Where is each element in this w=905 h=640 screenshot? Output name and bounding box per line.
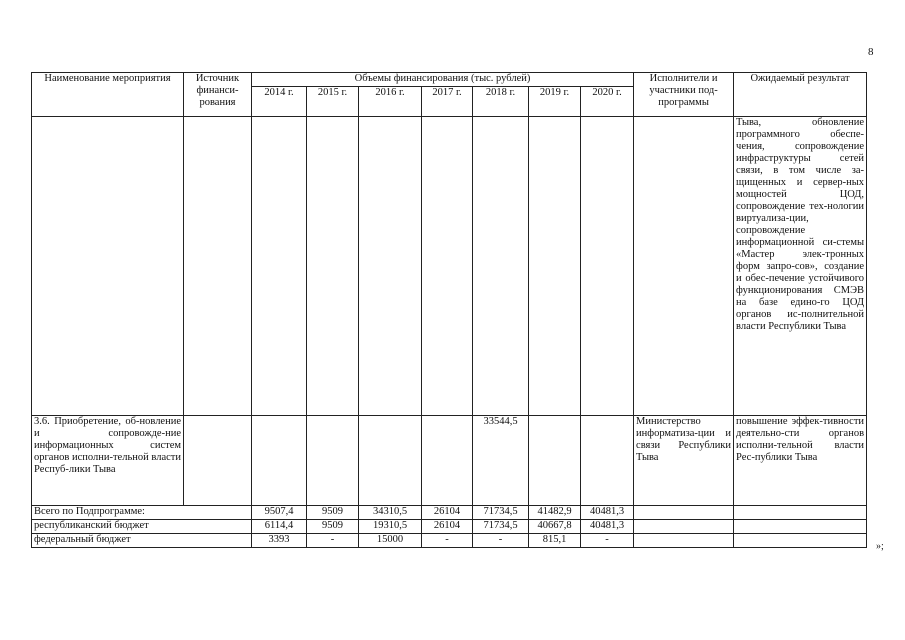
cell-empty	[734, 534, 867, 548]
table-row-total	[32, 506, 867, 520]
cell-value: 19310,5	[359, 520, 422, 534]
cell-value: 34310,5	[359, 506, 422, 520]
cell-summary-label: федеральный бюджет	[32, 534, 252, 548]
closing-quote-mark: »;	[876, 541, 884, 552]
table-row-federal-budget	[32, 534, 867, 548]
cell-value: 40667,8	[529, 520, 581, 534]
cell-value: -	[581, 534, 634, 548]
cell-empty	[734, 506, 867, 520]
table-row-continuation	[32, 117, 867, 416]
cell-value: 40481,3	[581, 506, 634, 520]
cell-empty	[634, 520, 734, 534]
cell-empty	[529, 117, 581, 416]
cell-value: 26104	[422, 506, 473, 520]
cell-value: 9509	[307, 506, 359, 520]
cell-value	[359, 416, 422, 506]
cell-value	[581, 416, 634, 506]
cell-value: 71734,5	[473, 506, 529, 520]
cell-expected-result: повышение эффек-тивности деятельно-сти органов исполни-тельной власти Рес-публики Тыва	[734, 416, 867, 506]
financing-table	[31, 72, 867, 548]
table-row-activity-3-6	[32, 416, 867, 506]
cell-value: 6114,4	[252, 520, 307, 534]
cell-value: -	[307, 534, 359, 548]
cell-value: 26104	[422, 520, 473, 534]
header-year: 2015 г.	[307, 87, 359, 117]
header-funding-source: Источник финанси-рования	[184, 73, 252, 117]
header-expected-result: Ожидаемый результат	[734, 73, 867, 117]
header-financing-volumes: Объемы финансирования (тыс. рублей)	[252, 73, 634, 87]
cell-summary-label: Всего по Подпрограмме:	[32, 506, 252, 520]
cell-empty	[307, 117, 359, 416]
cell-empty	[359, 117, 422, 416]
cell-value: 3393	[252, 534, 307, 548]
cell-value	[252, 416, 307, 506]
cell-empty	[634, 506, 734, 520]
header-year: 2014 г.	[252, 87, 307, 117]
table-row-republican-budget	[32, 520, 867, 534]
cell-empty	[422, 117, 473, 416]
header-year: 2017 г.	[422, 87, 473, 117]
cell-value: -	[422, 534, 473, 548]
cell-empty	[634, 534, 734, 548]
cell-value: 33544,5	[473, 416, 529, 506]
cell-executors: Министерство информатиза-ции и связи Республики Тыва	[634, 416, 734, 506]
cell-empty	[634, 117, 734, 416]
cell-value: 71734,5	[473, 520, 529, 534]
cell-funding-source	[184, 416, 252, 506]
cell-activity-name: 3.6. Приобретение, об-новление и сопровожде-ние информационных систем органов исполни-тельной власти Респуб-лики Тыва	[32, 416, 184, 506]
cell-value: 41482,9	[529, 506, 581, 520]
header-row-top	[32, 73, 867, 87]
cell-empty	[184, 117, 252, 416]
header-executors: Исполнители и участники под-программы	[634, 73, 734, 117]
cell-empty	[252, 117, 307, 416]
cell-empty	[581, 117, 634, 416]
header-year: 2019 г.	[529, 87, 581, 117]
cell-value	[307, 416, 359, 506]
cell-value: 9507,4	[252, 506, 307, 520]
cell-expected-result: Тыва, обновление программного обеспе-чения, сопровождение инфраструктуры сетей связи, в том числе за-щищенных и сервер-ных мощностей ЦОД, сопровождение тех-нологии виртуализа-ции, сопровождение информационной си-стемы «Мастер элек-тронных форм запро-сов», создание и обес-печение устойчивого функционирования СМЭВ на базе едино-го ЦОД органов ис-полнительной власти Республики Тыва	[734, 117, 867, 416]
cell-value	[529, 416, 581, 506]
header-year: 2018 г.	[473, 87, 529, 117]
cell-value: 15000	[359, 534, 422, 548]
cell-value: 40481,3	[581, 520, 634, 534]
page-number: 8	[868, 46, 874, 58]
header-activity-name: Наименование мероприятия	[32, 73, 184, 117]
cell-value	[422, 416, 473, 506]
cell-value: 815,1	[529, 534, 581, 548]
cell-empty	[32, 117, 184, 416]
cell-empty	[473, 117, 529, 416]
cell-empty	[734, 520, 867, 534]
cell-value: 9509	[307, 520, 359, 534]
cell-value: -	[473, 534, 529, 548]
header-year: 2020 г.	[581, 87, 634, 117]
header-year: 2016 г.	[359, 87, 422, 117]
cell-summary-label: республиканский бюджет	[32, 520, 252, 534]
